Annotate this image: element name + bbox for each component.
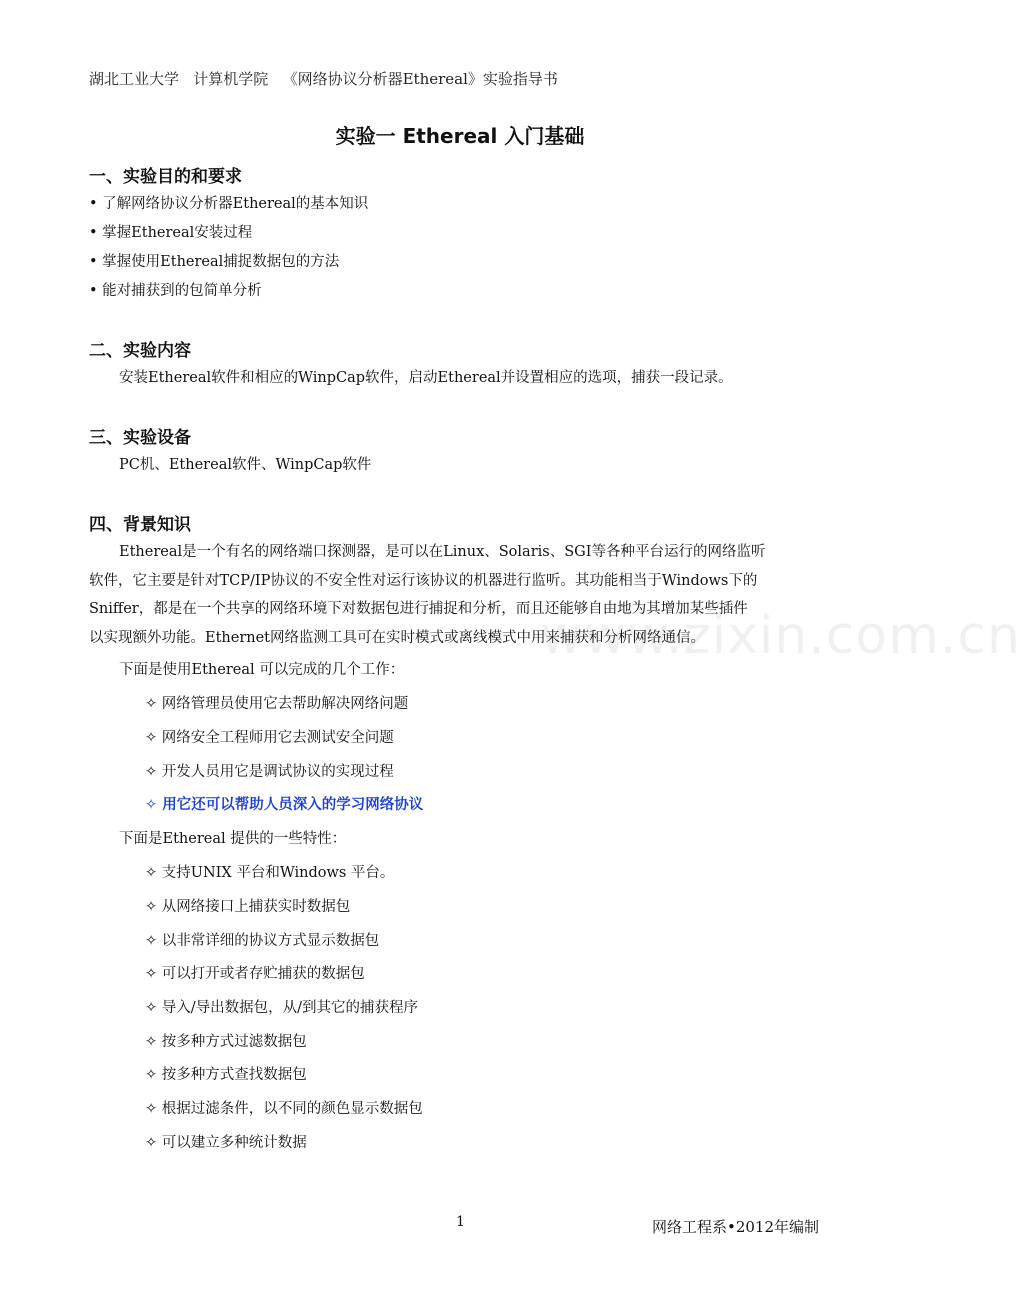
list-item: • 了解网络协议分析器Ethereal的基本知识 [89,196,369,212]
section-heading-content: 二、实验内容 [89,341,191,361]
list-item: ✧ 可以打开或者存贮捕获的数据包 [145,966,365,982]
list-item: ✧ 支持UNIX 平台和Windows 平台。 [145,865,395,881]
paragraph-line: Ethereal是一个有名的网络端口探测器，是可以在Linux、Solaris、SGI等各种平台运行的网络监听 [119,544,766,560]
page-title: 实验一 Ethereal 入门基础 [335,124,585,148]
paragraph-line: 以实现额外功能。Ethernet网络监测工具可在实时模式或离线模式中用来捕获和分析网络通信。 [89,630,706,646]
section-heading-background: 四、背景知识 [89,515,191,535]
list-item: • 掌握使用Ethereal捕捉数据包的方法 [89,254,340,270]
section-text: PC机、Ethereal软件、WinpCap软件 [119,457,372,473]
list-item: ✧ 以非常详细的协议方式显示数据包 [145,933,380,949]
list-item: ✧ 根据过滤条件，以不同的颜色显示数据包 [145,1101,423,1117]
uses-intro: 下面是使用Ethereal 可以完成的几个工作： [119,662,405,678]
list-item-highlighted: ✧ 用它还可以帮助人员深入的学习网络协议 [145,797,424,813]
list-item: • 掌握Ethereal安装过程 [89,225,253,241]
list-item: ✧ 导入/导出数据包，从/到其它的捕获程序 [145,1000,419,1016]
list-item: ✧ 从网络接口上捕获实时数据包 [145,899,351,915]
page-number: 1 [456,1214,465,1230]
list-item: ✧ 按多种方式过滤数据包 [145,1034,307,1050]
section-text: 安装Ethereal软件和相应的WinpCap软件，启动Ethereal并设置相应的选项，捕获一段记录。 [119,370,733,386]
section-heading-equipment: 三、实验设备 [89,428,191,448]
paragraph-line: Sniffer，都是在一个共享的网络环境下对数据包进行捕捉和分析，而且还能够自由地为其增加某些插件 [89,601,748,617]
document-header: 湖北工业大学 计算机学院 《网络协议分析器Ethereal》实验指导书 [89,70,558,88]
watermark: www.zixin.com.cn [540,606,1021,666]
list-item: ✧ 网络安全工程师用它去测试安全问题 [145,730,394,746]
list-item: ✧ 网络管理员使用它去帮助解决网络问题 [145,696,409,712]
list-item: • 能对捕获到的包简单分析 [89,283,262,299]
footer-text: 网络工程系•2012年编制 [652,1218,820,1236]
features-intro: 下面是Ethereal 提供的一些特性： [119,831,347,847]
list-item: ✧ 开发人员用它是调试协议的实现过程 [145,764,394,780]
paragraph-line: 软件，它主要是针对TCP/IP协议的不安全性对运行该协议的机器进行监听。其功能相当于Windows下的 [89,573,758,589]
section-heading-objectives: 一、实验目的和要求 [89,167,242,187]
list-item: ✧ 按多种方式查找数据包 [145,1067,307,1083]
list-item: ✧ 可以建立多种统计数据 [145,1135,307,1151]
